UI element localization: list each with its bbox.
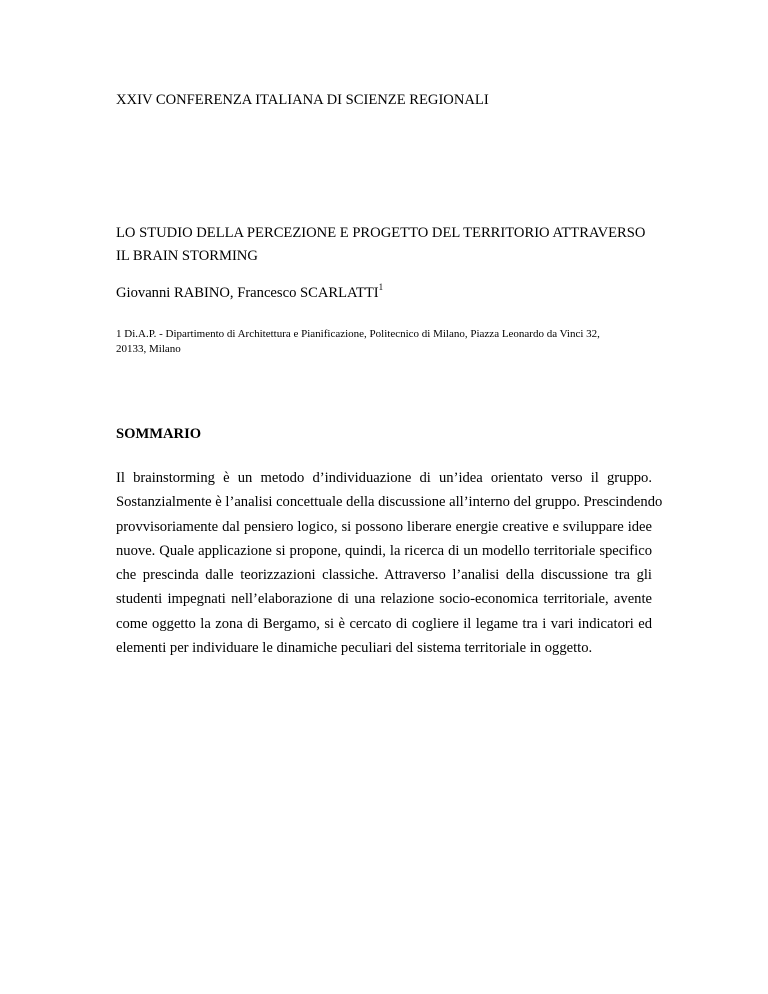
abstract-line: Sostanzialmente è l’analisi concettuale della discussione all’interno del gruppo. Prescindendo: [116, 494, 663, 511]
paper-title: [116, 222, 676, 268]
abstract-paragraph: [116, 466, 663, 660]
conference-name: XXIV CONFERENZA ITALIANA DI SCIENZE REGIONALI: [116, 92, 489, 108]
abstract-line: come oggetto la zona di Bergamo, si è cercato di cogliere il legame tra i vari indicatori ed: [116, 615, 652, 632]
section-heading: SOMMARIO: [116, 426, 202, 442]
abstract-line: Il brainstorming è un metodo d’individuazione di un’idea orientato verso il gruppo.: [116, 470, 652, 486]
paper-title-line: IL BRAIN STORMING: [116, 248, 258, 264]
affiliation-line: 20133, Milano: [116, 343, 181, 355]
affiliation: [116, 327, 656, 357]
abstract-line: elementi per individuare le dinamiche peculiari del sistema territoriale in oggetto.: [116, 640, 593, 657]
affiliation-line: 1 Di.A.P. - Dipartimento di Architettura e Pianificazione, Politecnico di Milano, Piazza Leonardo da Vinci 32,: [116, 328, 600, 340]
author-list: [116, 282, 384, 302]
author-names: Giovanni RABINO, Francesco SCARLATTI: [116, 285, 379, 301]
abstract-line: che prescinda dalle teorizzazioni classiche. Attraverso l’analisi della discussione tra gli: [116, 567, 652, 584]
abstract-line: studenti impegnati nell’elaborazione di una relazione socio-economica territoriale, avente: [116, 591, 652, 608]
abstract-line: provvisoriamente dal pensiero logico, si possono liberare energie creative e sviluppare idee: [116, 518, 652, 535]
abstract-line: nuove. Quale applicazione si propone, quindi, la ricerca di un modello territoriale specifico: [116, 542, 652, 559]
paper-title-line: LO STUDIO DELLA PERCEZIONE E PROGETTO DEL TERRITORIO ATTRAVERSO: [116, 225, 646, 241]
footnote-marker: 1: [378, 282, 384, 292]
